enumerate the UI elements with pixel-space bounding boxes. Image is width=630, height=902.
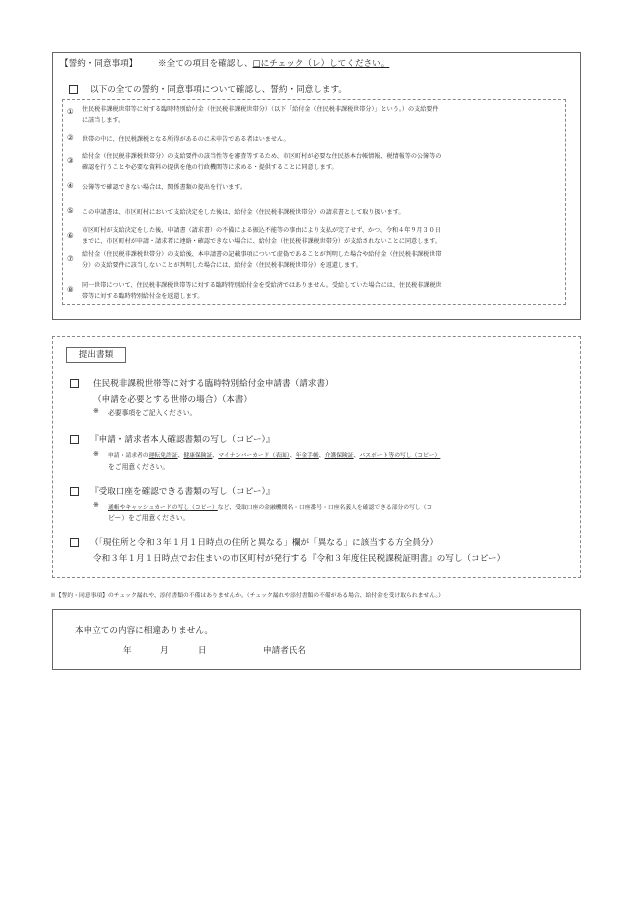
note-sep: 、 [177, 453, 184, 459]
pledge-item-line: 住民税非課税世帯等に対する臨時特別給付金（住民税非課税世帯分）（以下「給付金（住民税非課税世帯分）」という。）の支給要件 [82, 106, 439, 113]
note-underlined: 運転免許証 [148, 453, 178, 459]
pledge-item-line: 給付金（住民税非課税世帯分）の支給後、本申請書の記載事項について虚偽であることが判明した場合や給付金（住民税非課税世帯 [82, 251, 442, 258]
pledge-item-number: ③ [67, 156, 74, 165]
note-text: など、受取口座の金融機関名・口座番号・口座名義人を確認できる部分の写し（コ [217, 505, 433, 511]
note-mark: ※ [93, 407, 99, 415]
doc-application-sub: （申請を必要とする世帯の場合）（本書） [93, 395, 252, 405]
pledge-items-box [62, 99, 566, 305]
doc-checkbox-application[interactable] [70, 379, 79, 388]
pledge-item-line: に該当します。 [82, 117, 125, 124]
date-day-label: 日 [198, 646, 207, 656]
pledge-item-number: ⑥ [67, 231, 74, 240]
pledge-item-number: ⑧ [67, 285, 74, 294]
date-month-label: 月 [160, 646, 169, 656]
applicant-name-label: 申請者氏名 [263, 646, 306, 656]
pledge-item-line: 世帯の中に、住民税課税となる所得があるのに未申告である者はいません。 [82, 136, 290, 143]
date-year-label: 年 [123, 646, 132, 656]
pledge-item-number: ① [67, 107, 74, 116]
pledge-item-number: ⑦ [67, 254, 74, 263]
pledge-item-line: 公簿等で確認できない場合は、関係書類の提出を行います。 [82, 184, 247, 191]
note-mark: ※ [93, 501, 99, 509]
confirmation-statement: 本申立ての内容に相違ありません。 [75, 626, 214, 636]
doc-checkbox-identity[interactable] [70, 435, 79, 444]
doc-identity-note-line2: をご用意ください。 [108, 463, 170, 471]
pledge-instruction-underlined: □にチェック（レ）してください。 [252, 59, 390, 69]
pledge-item-line: 帯等に対する臨時特別給付金を返還します。 [82, 293, 204, 300]
pledge-item-line: この申請書は、市区町村において支給決定をした後は、給付金（住民税非課税世帯分）の請求書として取り扱います。 [82, 209, 405, 216]
footnote: ※【誓約・同意事項】のチェック漏れや、添付書類の不備はありませんか。（チェック漏れや添付書類の不備がある場合、給付金を受け取られません。） [50, 593, 445, 599]
doc-application-title: 住民税非課税世帯等に対する臨時特別給付金申請書（請求書） [93, 379, 334, 389]
note-sep: 、 [289, 453, 296, 459]
note-text: 申請・請求者の [108, 453, 149, 459]
note-sep: 、 [353, 453, 360, 459]
doc-identity-title: 『申請・請求者本人確認書類の写し（コピー）』 [90, 435, 275, 445]
pledge-item-line: までに、市区町村が申請・請求者に連絡・確認できない場合に、給付金（住民税非課税世帯分）が支給されないことに同意します。 [82, 238, 442, 245]
doc-application-note: 必要事項をご記入ください。 [108, 409, 197, 417]
pledge-item-line: 分）の支給要件に該当しないことが判明した場合には、給付金（住民税非課税世帯分）を返還します。 [82, 262, 362, 269]
agree-all-text: 以下の全ての誓約・同意事項について確認し、誓約・同意します。 [90, 85, 347, 95]
pledge-header-label: 【誓約・同意事項】 [60, 59, 138, 69]
doc-checkbox-tax-certificate[interactable] [70, 538, 79, 547]
note-underlined: 健康保険証 [183, 453, 213, 459]
pledge-item-line: 同一世帯について、住民税非課税世帯等に対する臨時特別給付金を受給済ではありません。受給していた場合には、住民税非課税世 [82, 282, 442, 289]
note-mark: ※ [93, 450, 99, 458]
note-underlined: パスポート等の写し（コピー） [359, 453, 441, 459]
doc-account-note-line2: ピー）をご用意ください。 [108, 514, 190, 522]
documents-title: 提出書類 [66, 347, 126, 363]
pledge-item-line: 給付金（住民税非課税世帯分）の支給要件の該当性等を審査等するため、市区町村が必要な住民基本台帳情報、税情報等の公簿等の [82, 153, 442, 160]
doc-tax-certificate-line2: 令和３年１月１日時点でお住まいの市区町村が発行する『令和３年度住民税課税証明書』の写し（コピー） [93, 554, 506, 564]
doc-checkbox-account[interactable] [70, 487, 79, 496]
note-underlined: 介護保険証 [324, 453, 354, 459]
doc-identity-note [108, 450, 440, 459]
pledge-item-number: ⑤ [67, 206, 74, 215]
doc-account-note [108, 502, 432, 511]
pledge-item-number: ④ [67, 181, 74, 190]
pledge-item-line: 市区町村が支給決定をした後、申請書（請求書）の不備による振込不能等の事由により支払が完了せず、かつ、令和４年９月３０日 [82, 227, 441, 234]
pledge-item-line: 確認を行うことや必要な資料の提供を他の行政機関等に求める・提供することに同意します。 [82, 164, 338, 171]
note-underlined: マイナンバーカード（表面） [218, 453, 290, 459]
note-sep: 、 [318, 453, 325, 459]
note-sep: 、 [212, 453, 219, 459]
pledge-instruction [158, 57, 389, 69]
confirmation-section [52, 609, 581, 670]
pledge-item-number: ② [67, 133, 74, 142]
agree-all-checkbox[interactable] [69, 85, 78, 94]
note-underlined: 年金手帳 [295, 453, 319, 459]
pledge-instruction-prefix: ※全ての項目を確認し、 [158, 59, 253, 69]
doc-account-title: 『受取口座を確認できる書類の写し（コピー）』 [90, 487, 275, 497]
doc-tax-certificate-title: （「現住所と令和３年１月１日時点の住所と異なる」欄が「異なる」に該当する方全員分） [90, 538, 439, 548]
note-underlined: 通帳やキャッシュカードの写し（コピー） [108, 505, 218, 511]
